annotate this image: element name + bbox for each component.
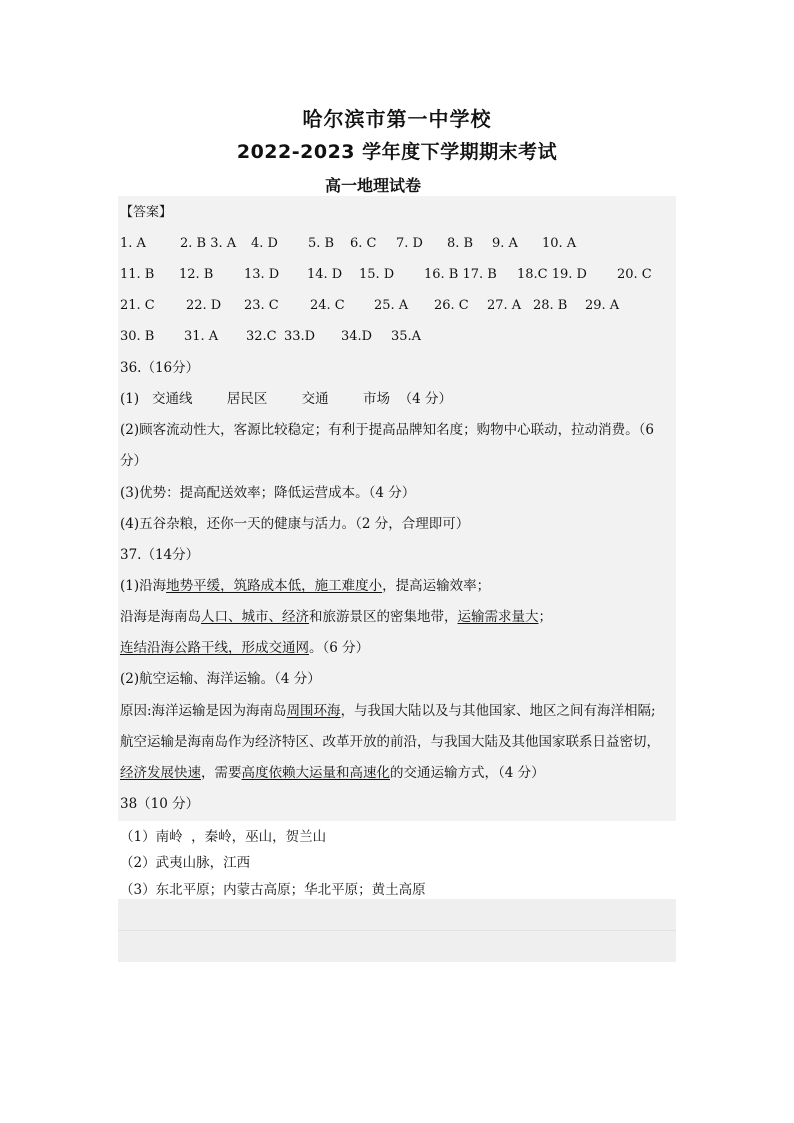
q37-reason <box>120 703 656 719</box>
mc-row-4 <box>120 329 431 345</box>
mc-row-1 <box>120 236 587 252</box>
mc-answer: 7. D <box>396 236 423 251</box>
key-point: 经济发展快速 <box>120 765 201 781</box>
q36-part1: (1) 交通线 居民区 交通 市场 （4 分） <box>120 391 452 407</box>
q38-part1: （1）南岭 ，秦岭，巫山，贺兰山 <box>120 829 327 845</box>
text-run: ，需要 <box>201 765 242 781</box>
answers-heading: 【答案】 <box>120 205 173 220</box>
key-point: 高度依赖大运量和高速化 <box>241 765 390 781</box>
mc-answer: 12. B <box>179 267 214 282</box>
q36-part2-cont: 分） <box>120 453 147 469</box>
answer-panel <box>118 196 676 821</box>
mc-answer: 13. D <box>244 267 280 282</box>
q36-part2: (2)顾客流动性大，客源比较稳定；有利于提高品牌知名度；购物中心联动，拉动消费。（6 <box>120 422 654 438</box>
subject-title: 高一地理试卷 <box>324 176 421 195</box>
text-run: 和旅游景区的密集地带， <box>309 609 458 625</box>
mc-answer: 4. D <box>251 236 278 251</box>
blank-panel <box>118 899 676 962</box>
text-run: 。（6 分） <box>309 640 370 656</box>
mc-answer: 5. B <box>308 236 335 251</box>
mc-answer: 28. B <box>533 298 568 313</box>
q38-heading: 38（10 分） <box>120 796 200 812</box>
q37-part2: (2)航空运输、海洋运输。（4 分） <box>120 671 321 687</box>
mc-answer: 14. D <box>307 267 343 282</box>
mc-answer: 11. B <box>120 267 155 282</box>
mc-answer: 32.C <box>246 329 277 344</box>
mc-row-2 <box>120 267 653 283</box>
mc-answer: 8. B <box>447 236 474 251</box>
mc-answer: 15. D <box>359 267 395 282</box>
key-point: 连结沿海公路干线，形成交通网 <box>120 640 309 656</box>
mc-answer: 24. C <box>310 298 345 313</box>
q37-part1 <box>120 578 490 594</box>
text-run: ，提高运输效率； <box>382 578 491 594</box>
key-point: 周围环海 <box>286 703 341 719</box>
key-point: 地势平缓，筑路成本低，施工难度小 <box>166 578 383 594</box>
q38-part2: （2）武夷山脉，江西 <box>120 855 251 871</box>
mc-answer: 21. C <box>120 298 155 313</box>
q38-part3: （3）东北平原；内蒙古高原；华北平原；黄土高原 <box>120 882 426 898</box>
mc-row-3 <box>120 298 625 314</box>
mc-answer: 1. A <box>120 236 146 251</box>
mc-answer: 26. C <box>434 298 469 313</box>
mc-answer: 6. C <box>350 236 377 251</box>
mc-answer: 27. A <box>487 298 522 313</box>
key-point: 运输需求量大 <box>457 609 539 625</box>
key-point: 人口、城市、经济 <box>201 609 309 625</box>
mc-answer: 22. D <box>186 298 222 313</box>
mc-answer: 29. A <box>585 298 620 313</box>
mc-answer: 9. A <box>492 236 518 251</box>
text-run: ； <box>538 609 552 625</box>
text-run: 沿海是海南岛 <box>120 609 201 625</box>
mc-answer: 23. C <box>244 298 279 313</box>
mc-answer: 16. B 17. B <box>424 267 497 282</box>
panel-divider <box>118 930 676 931</box>
mc-answer: 18.C 19. D <box>517 267 587 282</box>
q36-heading: 36.（16分） <box>120 360 200 376</box>
text-run: 的交通运输方式，（4 分） <box>390 765 545 781</box>
mc-answer: 25. A <box>374 298 409 313</box>
mc-answer: 31. A <box>184 329 219 344</box>
mc-answer: 20. C <box>617 267 652 282</box>
text-run: (1)沿海 <box>120 578 167 594</box>
q36-part3: (3)优势：提高配送效率；降低运营成本。（4 分） <box>120 485 416 501</box>
q37-reason-c <box>120 765 545 781</box>
q37-part1-c <box>120 640 369 656</box>
mc-answer: 35.A <box>391 329 422 344</box>
q36-part4: (4)五谷杂粮，还你一天的健康与活力。（2 分，合理即可） <box>120 516 470 532</box>
mc-answer: 30. B <box>120 329 155 344</box>
mc-answer: 34.D <box>341 329 373 344</box>
mc-answer: 2. B 3. A <box>180 236 237 251</box>
q37-heading: 37.（14分） <box>120 547 200 563</box>
exam-title: 2022-2023 学年度下学期期末考试 <box>236 141 558 163</box>
mc-answer: 33.D <box>284 329 316 344</box>
text-run: 原因:海洋运输是因为海南岛 <box>120 703 287 719</box>
q37-reason-b: 航空运输是海南岛作为经济特区、改革开放的前沿，与我国大陆及其他国家联系日益密切， <box>120 734 660 750</box>
q37-part1-b <box>120 609 552 625</box>
school-title: 哈尔滨市第一中学校 <box>302 107 492 131</box>
text-run: ，与我国大陆以及与其他国家、地区之间有海洋相隔; <box>340 703 656 719</box>
mc-answer: 10. A <box>542 236 577 251</box>
